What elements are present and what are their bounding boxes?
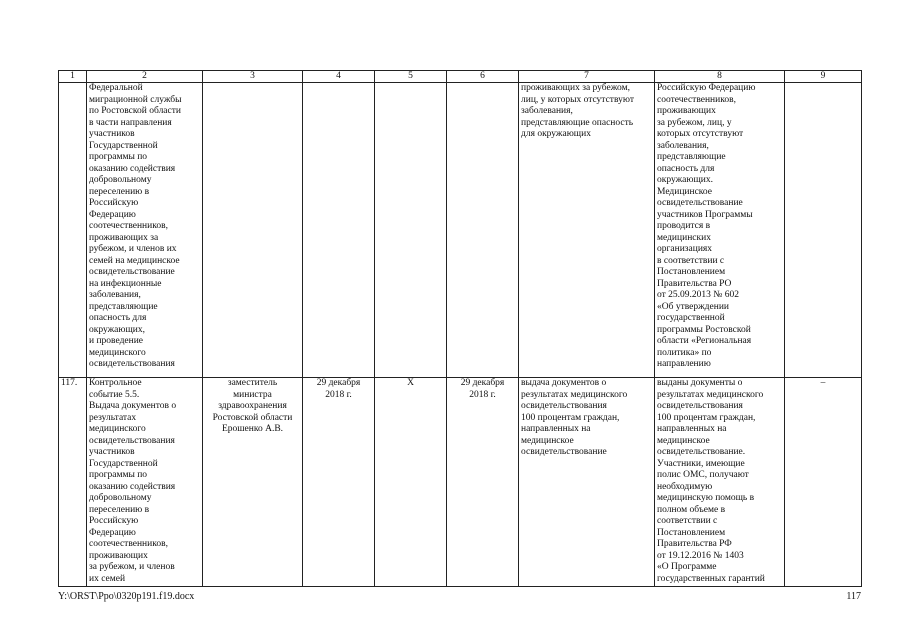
start-date-cell xyxy=(303,378,375,587)
cell-text-line: проживающих за xyxy=(89,232,159,243)
cell-text-line: участников Программы xyxy=(657,209,753,220)
event-date-cell xyxy=(447,83,519,378)
cell-text-line: соотечественников, xyxy=(89,539,168,549)
cell-text-line: заболевания, xyxy=(521,106,573,116)
cell-text-line: переселению в xyxy=(89,504,150,515)
cell-text-line: полис ОМС, получают xyxy=(657,470,749,480)
cell-text-line: направлению xyxy=(657,359,711,369)
cell-text-line: программы Ростовской xyxy=(657,324,751,335)
cell-text-line: выдача документов о xyxy=(521,378,607,388)
notes-cell xyxy=(785,83,862,378)
cell-text-line: и проведение xyxy=(89,336,143,346)
cell-text-line: направленных на xyxy=(521,424,591,434)
activity-cell xyxy=(87,378,203,587)
cell-text-line: событие 5.5. xyxy=(89,389,140,400)
cell-text-line: добровольному xyxy=(89,175,152,185)
cell-text-line: Контрольное xyxy=(89,378,142,388)
cell-text-line: освидетельствования xyxy=(89,435,175,446)
cell-text-line: медицинское xyxy=(521,435,574,446)
cell-text-line: результатах медицинского xyxy=(521,389,628,400)
cell-text-line: опасность для xyxy=(89,313,147,323)
cell-text-line: представляющие опасность xyxy=(521,117,634,128)
cell-text-line: Правительства РФ xyxy=(657,539,732,549)
cell-text-line: Федерацию xyxy=(89,527,136,538)
expected-result-cell xyxy=(519,378,655,587)
header-cell: 7 xyxy=(519,71,655,83)
cell-text-line: переселению в xyxy=(89,186,150,197)
file-path: Y:\ORST\Ppo\0320p191.f19.docx xyxy=(58,591,195,602)
cell-text-line: результатах медицинского xyxy=(657,389,764,400)
cell-text-line: Российскую xyxy=(89,198,139,208)
cell-text-line: результатах xyxy=(89,412,137,423)
cell-text-line: оказанию содействия xyxy=(89,163,176,174)
cell-text-line: освидетельствование xyxy=(657,198,743,208)
cell-text-line: медицинскую помощь в xyxy=(657,493,755,503)
cell-text-line: заместитель xyxy=(227,378,278,388)
cell-text-line: Участники, имеющие xyxy=(657,458,745,469)
cell-text-line: окружающих, xyxy=(89,324,146,335)
cell-text-line: государственных гарантий xyxy=(657,573,765,584)
cell-text-line: Правительства РО xyxy=(657,278,732,289)
cell-text-line: которых отсутствуют xyxy=(657,129,744,139)
notes-cell: – xyxy=(785,378,862,587)
cell-text-line: участников xyxy=(89,129,135,139)
cell-text-line: 100 процентам граждан, xyxy=(521,412,620,423)
cell-text-line: здравоохранения xyxy=(218,401,287,411)
data-table xyxy=(58,70,862,587)
cell-text-line: соотечественников, xyxy=(657,94,736,105)
header-cell: 1 xyxy=(59,71,87,83)
cell-text-line: освидетельствования xyxy=(521,401,607,411)
header-cell: 8 xyxy=(655,71,785,83)
cell-text-line: проводится в xyxy=(657,221,711,231)
cell-text-line: необходимую xyxy=(657,481,713,492)
cell-text-line: за рубежом, лиц, у xyxy=(657,117,732,128)
event-date-cell xyxy=(447,378,519,587)
cell-text-line: «О Программе xyxy=(657,562,717,572)
cell-text-line: государственной xyxy=(657,313,725,323)
header-cell: 2 xyxy=(87,71,203,83)
cell-text-line: соответствии с xyxy=(657,516,718,526)
cell-text-line: Государственной xyxy=(89,140,158,151)
cell-text-line: министра xyxy=(233,389,272,400)
cell-text-line: представляющие xyxy=(657,152,726,162)
responsible-cell xyxy=(203,83,303,378)
cell-text-line: 2018 г. xyxy=(469,389,496,400)
cell-text-line: проживающих xyxy=(657,106,716,116)
cell-text-line: направленных на xyxy=(657,424,727,434)
cell-text-line: освидетельствование xyxy=(89,267,175,277)
cell-text-line: медицинское xyxy=(657,435,710,446)
cell-text-line: 2018 г. xyxy=(325,389,352,400)
row-number-cell xyxy=(59,83,87,378)
header-cell: 6 xyxy=(447,71,519,83)
cell-text-line: медицинских xyxy=(657,232,711,243)
cell-text-line: медицинского xyxy=(89,347,146,358)
cell-text-line: проживающих xyxy=(89,550,148,561)
cell-text-line: добровольному xyxy=(89,493,152,503)
cell-text-line: соотечественников, xyxy=(89,221,168,231)
cell-text-line: представляющие xyxy=(89,301,158,312)
cell-text-line: лиц, у которых отсутствуют xyxy=(521,94,634,105)
cell-text-line: «Об утверждении xyxy=(657,301,729,312)
cell-text-line: заболевания, xyxy=(657,140,709,151)
cell-text-line: Постановлением xyxy=(657,527,726,538)
cell-text-line: в части направления xyxy=(89,117,172,128)
cell-text-line: организациях xyxy=(657,244,713,254)
responsible-cell xyxy=(203,378,303,587)
expected-result-cell xyxy=(519,83,655,378)
row-number-cell: 117. xyxy=(59,378,87,587)
header-cell: 3 xyxy=(203,71,303,83)
activity-cell xyxy=(87,83,203,378)
end-date-cell: Х xyxy=(375,378,447,587)
cell-text-line: освидетельствования xyxy=(89,359,175,369)
cell-text-line: выданы документы о xyxy=(657,378,743,388)
page-number: 117 xyxy=(846,591,861,602)
cell-text-line: области «Региональная xyxy=(657,336,752,346)
cell-text-line: от 25.09.2013 № 602 xyxy=(657,290,739,300)
cell-text-line: освидетельствование. xyxy=(657,447,746,457)
header-row xyxy=(59,71,862,83)
cell-text-line: рубежом, и членов их xyxy=(89,244,177,254)
header-cell: 4 xyxy=(303,71,375,83)
cell-text-line: миграционной службы xyxy=(89,94,182,105)
cell-text-line: окружающих. xyxy=(657,175,714,185)
cell-text-line: медицинского xyxy=(89,424,146,434)
cell-text-line: семей на медицинское xyxy=(89,255,180,266)
start-date-cell xyxy=(303,83,375,378)
cell-text-line: полном объеме в xyxy=(657,504,726,515)
end-date-cell xyxy=(375,83,447,378)
cell-text-line: освидетельствование xyxy=(521,447,607,457)
header-cell: 9 xyxy=(785,71,862,83)
table-row xyxy=(59,378,862,587)
cell-text-line: от 19.12.2016 № 1403 xyxy=(657,550,744,561)
table-row xyxy=(59,83,862,378)
cell-text-line: опасность для xyxy=(657,163,715,174)
cell-text-line: Выдача документов о xyxy=(89,401,177,411)
cell-text-line: 29 декабря xyxy=(460,378,505,388)
cell-text-line: Государственной xyxy=(89,458,158,469)
cell-text-line: для окружающих xyxy=(521,129,591,139)
cell-text-line: 100 процентам граждан, xyxy=(657,412,756,423)
cell-text-line: Федеральной xyxy=(89,83,143,93)
cell-text-line: политика» по xyxy=(657,347,712,358)
cell-text-line: заболевания, xyxy=(89,290,141,300)
cell-text-line: участников xyxy=(89,447,135,457)
actual-result-cell xyxy=(655,378,785,587)
cell-text-line: Постановлением xyxy=(657,267,726,277)
cell-text-line: в соответствии с xyxy=(657,255,725,266)
cell-text-line: Российскую Федерацию xyxy=(657,83,756,93)
cell-text-line: проживающих за рубежом, xyxy=(521,83,630,93)
cell-text-line: оказанию содействия xyxy=(89,481,176,492)
cell-text-line: Федерацию xyxy=(89,209,136,220)
cell-text-line: программы по xyxy=(89,470,148,480)
cell-text-line: на инфекционные xyxy=(89,278,162,289)
cell-text-line: за рубежом, и членов xyxy=(89,562,175,572)
cell-text-line: Ростовской области xyxy=(212,412,293,423)
cell-text-line: 29 декабря xyxy=(316,378,361,388)
cell-text-line: программы по xyxy=(89,152,148,162)
header-cell: 5 xyxy=(375,71,447,83)
cell-text-line: Российскую xyxy=(89,516,139,526)
cell-text-line: Медицинское xyxy=(657,186,713,197)
cell-text-line: их семей xyxy=(89,573,126,584)
cell-text-line: Ерошенко А.В. xyxy=(221,424,284,434)
actual-result-cell xyxy=(655,83,785,378)
cell-text-line: по Ростовской области xyxy=(89,106,181,116)
cell-text-line: освидетельствования xyxy=(657,401,743,411)
